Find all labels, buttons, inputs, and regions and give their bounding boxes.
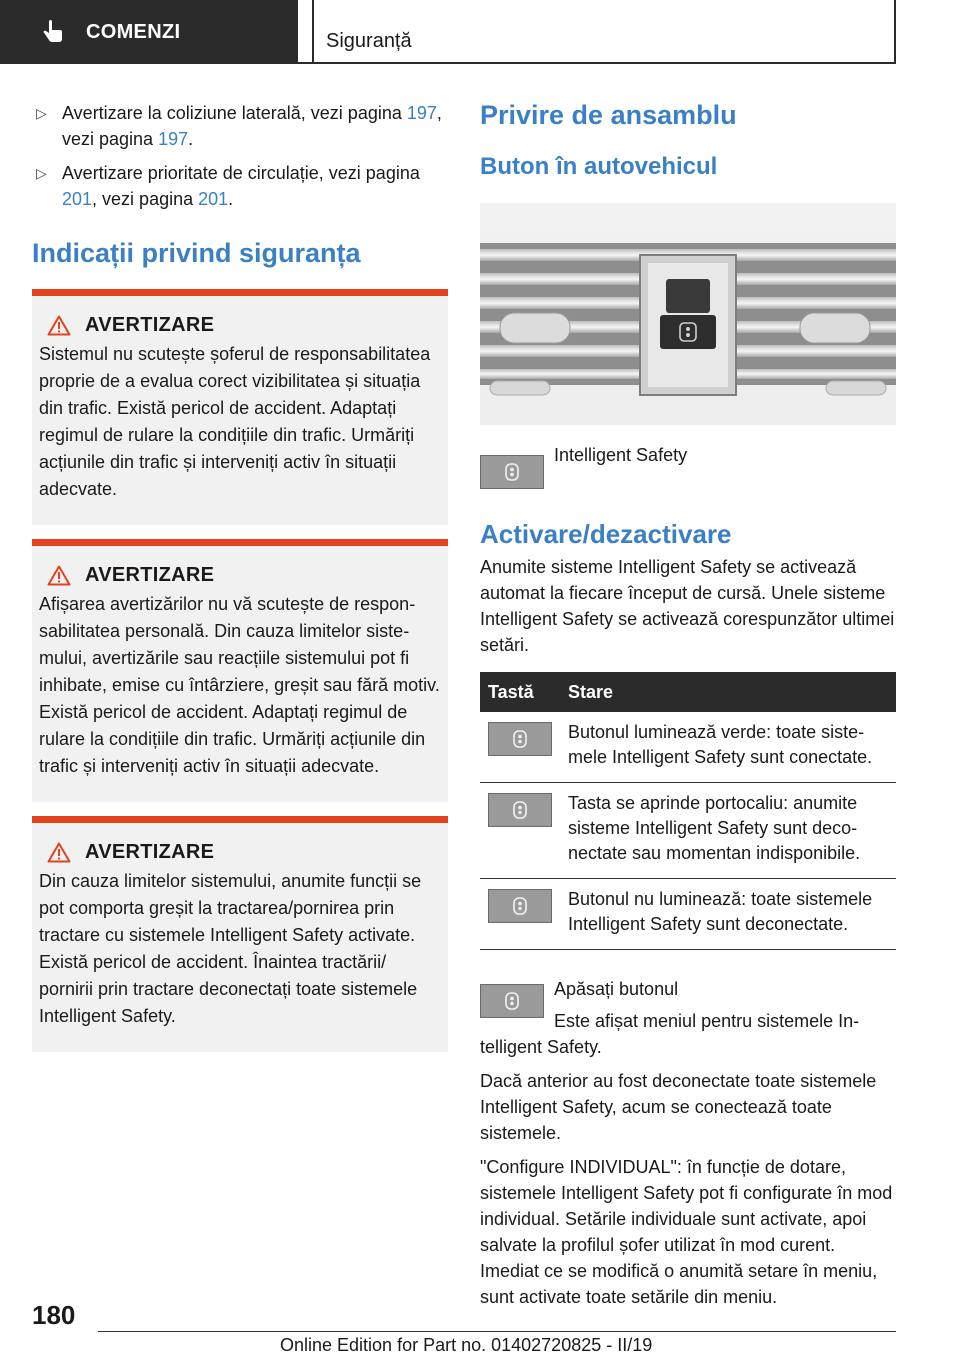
bullet-text: . xyxy=(188,129,194,149)
warning-text: Afișarea avertizărilor nu vă scutește de responsabilitatea personală. Din cauza limitelor sistemului, avertizările sau reacțiile sistemului pot fi inhibate, emise cu întârziere, greșit sau fără motiv. Există pericol de accident. Adaptați regimul de rulare la condițiile din trafic. Urmăriți acțiunile din trafic și interveniți activ în situații adecvate. xyxy=(39,594,440,776)
intelligent-safety-button[interactable] xyxy=(480,984,544,1018)
right-column xyxy=(480,100,896,1310)
state-text: Butonul nu luminează: toate sistemele Intelligent Safety sunt deconectate. xyxy=(560,879,896,950)
section-title: Siguranță xyxy=(326,30,412,52)
safety-heading: Indicații privind siguranța xyxy=(32,238,361,268)
header-separator xyxy=(312,0,314,64)
press-label: Apăsați butonul xyxy=(554,979,679,999)
chapter-label: COMENZI xyxy=(86,20,181,43)
button-legend xyxy=(480,445,896,489)
bullet-text: , vezi pagina xyxy=(62,103,442,149)
warning-title: AVERTIZARE xyxy=(85,564,215,586)
bullet-text: Avertizare prioritate de circulație, vezi pagina xyxy=(62,163,420,183)
header-right-edge xyxy=(894,0,896,64)
bullet-text: . xyxy=(228,189,234,209)
bullet-item xyxy=(32,100,448,152)
status-table xyxy=(480,672,896,950)
left-column xyxy=(32,100,448,1062)
column-header-key: Tastă xyxy=(480,672,560,712)
intelligent-safety-icon xyxy=(503,462,521,482)
press-result-text: Este afișat meniul pentru sistemele Intelligent Safety. xyxy=(480,1011,860,1057)
triangle-bullet-icon: ▷ xyxy=(36,105,47,121)
warning-triangle-icon xyxy=(47,565,71,586)
edition-text: Online Edition for Part no. 01402720825 - II/19 xyxy=(280,1335,653,1355)
intelligent-safety-icon xyxy=(503,991,521,1011)
vehicle-button-photo xyxy=(480,203,896,425)
table-row xyxy=(480,783,896,879)
activation-heading: Activare/dezactivare xyxy=(480,519,732,549)
warning-title: AVERTIZARE xyxy=(85,314,215,336)
intelligent-safety-icon xyxy=(511,896,529,916)
activation-text: Anumite sisteme Intelligent Safety se activează automat la fiecare început de cursă. Unele sisteme Intelligent Safety se activează corespunzător ultimei setări. xyxy=(480,557,895,655)
button-state-image xyxy=(488,889,552,923)
hand-pointer-icon xyxy=(40,19,66,45)
warning-box xyxy=(32,816,448,1052)
warning-text: Sistemul nu scutește șoferul de responsabilitatea proprie de a evalua corect vizibilitatea și situația din trafic. Există pericol de accident. Adaptați regimul de rulare la condițiile din trafic. Urmăriți acțiunile din trafic și interveniți activ în situații adecvate. xyxy=(39,344,431,499)
warning-title: AVERTIZARE xyxy=(85,841,215,863)
column-header-state: Stare xyxy=(560,672,896,712)
page-link[interactable]: 201 xyxy=(198,189,229,209)
intelligent-safety-icon xyxy=(511,729,529,749)
warning-box xyxy=(32,289,448,525)
state-text: Butonul luminează verde: toate sistemele Intelligent Safety sunt conectate. xyxy=(560,712,896,783)
table-row xyxy=(480,712,896,783)
intelligent-safety-button[interactable] xyxy=(480,455,544,489)
button-name: Intelligent Safety xyxy=(554,445,688,465)
bullet-text: , vezi pagina xyxy=(92,189,199,209)
warning-triangle-icon xyxy=(47,315,71,336)
overview-heading: Privire de ansamblu xyxy=(480,100,737,130)
paragraph: "Configure INDIVIDUAL": în funcție de dotare, sistemele Intelligent Safety pot fi configurate în mod individual. Setările individuale sunt activate, apoi salvate la profilul șofer utilizat în mod curent. Imediat ce se modifică o anumită setare în meniu, sunt activate toate setările din meniu. xyxy=(480,1157,893,1307)
page-link[interactable]: 197 xyxy=(158,129,189,149)
button-state-image xyxy=(488,722,552,756)
bullet-text: Avertizare la coliziune laterală, vezi pagina xyxy=(62,103,407,123)
press-button-step xyxy=(480,976,896,1060)
button-location-subheading: Buton în autovehicul xyxy=(480,153,718,180)
button-state-image xyxy=(488,793,552,827)
warning-triangle-icon xyxy=(47,842,71,863)
header-rule xyxy=(298,62,896,64)
triangle-bullet-icon: ▷ xyxy=(36,165,47,181)
chapter-tab[interactable] xyxy=(0,0,298,64)
intelligent-safety-icon xyxy=(511,800,529,820)
paragraph: Dacă anterior au fost deconectate toate sistemele Intelligent Safety, acum se conectează toate sistemele. xyxy=(480,1071,877,1143)
page-link[interactable]: 201 xyxy=(62,189,93,209)
page-number: 180 xyxy=(32,1300,76,1330)
warning-text: Din cauza limitelor sistemului, anumite funcții se pot comporta greșit la tractarea/pornirea prin tractare cu sistemele Intelligent Safety activate. Există pericol de accident. Înaintea tractării/ pornirii prin tractare deconectați toate sistemele Intelligent Safety. xyxy=(39,871,422,1026)
bullet-item xyxy=(32,160,448,212)
page-link[interactable]: 197 xyxy=(406,103,437,123)
table-row xyxy=(480,879,896,950)
warning-box xyxy=(32,539,448,802)
footer-rule xyxy=(98,1331,896,1332)
state-text: Tasta se aprinde portocaliu: anumite sisteme Intelligent Safety sunt deconectate sau momentan indisponibile. xyxy=(560,783,896,879)
